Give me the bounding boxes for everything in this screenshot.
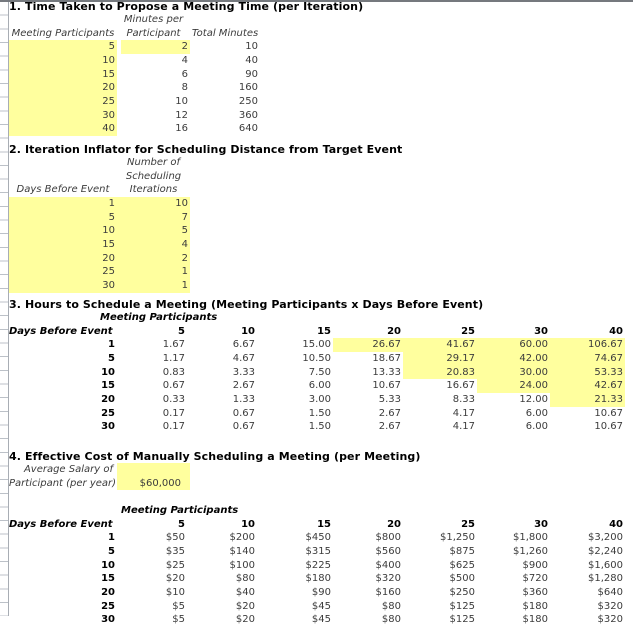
cell-cost: $320: [597, 600, 623, 612]
matrix-row-label: 15: [101, 573, 115, 585]
cell-cost: $400: [375, 559, 401, 571]
cell-cost: $20: [235, 600, 255, 612]
cell-days-before-event[interactable]: 1: [9, 197, 117, 211]
cell-hours: 10.67: [372, 380, 401, 392]
cell-minutes-per-participant: 12: [175, 109, 188, 121]
matrix-row-label: 30: [101, 614, 115, 626]
cell-minutes-per-participant[interactable]: 2: [117, 40, 190, 54]
cell-hours: 10.67: [594, 421, 623, 433]
matrix-row-label: 5: [108, 545, 115, 557]
cell-hours: 6.00: [525, 421, 548, 433]
cell-hours: 5.33: [378, 393, 401, 405]
cell-cost: $125: [449, 614, 475, 626]
section-time-per-iteration: [9, 1, 363, 136]
cell-cost: $500: [449, 573, 475, 585]
cell-cost: $560: [375, 545, 401, 557]
cell-cost: $90: [311, 586, 331, 598]
section3-title: 3. Hours to Schedule a Meeting (Meeting Participants x Days Before Event): [9, 298, 484, 311]
cell-participants[interactable]: 25: [9, 95, 117, 109]
matrix-col-header: 5: [178, 518, 185, 530]
matrix-row-label: 20: [101, 393, 115, 405]
salary-label-line1: Average Salary of: [23, 464, 113, 475]
cell-minutes-per-participant: 6: [181, 68, 188, 80]
matrix-col-header: 20: [387, 518, 401, 530]
matrix-row-label: 1: [108, 532, 115, 544]
section1-title: 1. Time Taken to Propose a Meeting Time (per Iteration): [9, 0, 364, 13]
cell-hours: 21.33: [550, 393, 625, 407]
cell-hours: 13.33: [372, 366, 401, 378]
cell-total-minutes: 360: [238, 109, 258, 121]
cell-minutes-per-participant: 16: [175, 123, 188, 135]
cell-days-before-event[interactable]: 20: [9, 252, 117, 266]
cell-hours: 42.67: [550, 379, 625, 393]
matrix-col-header: 10: [241, 325, 255, 337]
cell-minutes-per-participant: 10: [175, 95, 188, 107]
cell-hours: 0.17: [162, 407, 185, 419]
cell-hours: 29.17: [403, 352, 477, 366]
cell-participants[interactable]: 10: [9, 54, 117, 68]
salary-input-block: [9, 463, 625, 504]
cell-total-minutes: 10: [245, 41, 258, 53]
cell-cost: $45: [311, 614, 331, 626]
matrix-row-label: 20: [101, 586, 115, 598]
cell-hours: 3.00: [308, 393, 331, 405]
matrix-row-label: 15: [101, 380, 115, 392]
cell-hours: 15.00: [302, 339, 331, 351]
cell-hours: 1.33: [232, 393, 255, 405]
cell-hours: 16.67: [446, 380, 475, 392]
cell-cost: $1,280: [588, 573, 623, 585]
cell-participants[interactable]: 20: [9, 81, 117, 95]
cell-scheduling-iterations[interactable]: 1: [117, 279, 190, 293]
cell-cost: $80: [381, 614, 401, 626]
cell-participants[interactable]: 40: [9, 122, 117, 136]
cell-minutes-per-participant: 8: [181, 82, 188, 94]
table-iteration-inflator: [9, 156, 402, 293]
cell-hours: 2.67: [378, 421, 401, 433]
cell-hours: 6.00: [308, 380, 331, 392]
cell-cost: $80: [235, 573, 255, 585]
cell-hours: 26.67: [333, 338, 403, 352]
cell-scheduling-iterations[interactable]: 1: [117, 265, 190, 279]
cell-cost: $100: [229, 559, 255, 571]
cell-cost: $200: [229, 532, 255, 544]
cell-hours: 6.00: [525, 407, 548, 419]
cell-hours: 1.50: [308, 407, 331, 419]
cell-cost: $900: [522, 559, 548, 571]
cell-hours: 6.67: [232, 339, 255, 351]
matrix-col-header: 15: [317, 518, 331, 530]
cell-hours: 10.50: [302, 352, 331, 364]
cell-scheduling-iterations[interactable]: 5: [117, 224, 190, 238]
section-iteration-inflator: [9, 144, 402, 293]
cell-cost: $625: [449, 559, 475, 571]
header-days-before-event: Days Before Event: [16, 184, 110, 196]
cell-hours: 0.67: [232, 407, 255, 419]
cell-days-before-event[interactable]: 10: [9, 224, 117, 238]
salary-label-line2: Participant (per year): [9, 477, 117, 489]
cell-hours: 12.00: [519, 393, 548, 405]
cell-hours: 24.00: [477, 379, 550, 393]
table-time-per-iteration: [9, 13, 363, 136]
cell-cost: $2,240: [588, 545, 623, 557]
matrix-row-label: 25: [101, 600, 115, 612]
header-iterations-line2: Scheduling: [125, 170, 182, 182]
cell-total-minutes: 90: [245, 68, 258, 80]
cell-cost: $80: [381, 600, 401, 612]
cell-hours: 20.83: [403, 366, 477, 380]
cell-days-before-event[interactable]: 5: [9, 211, 117, 225]
table-hours-to-schedule: [9, 325, 625, 434]
cell-cost: $125: [449, 600, 475, 612]
cell-cost: $50: [165, 532, 185, 544]
matrix-col-header: 40: [609, 325, 623, 337]
matrix-row-label: 30: [101, 421, 115, 433]
matrix-col-header: 5: [178, 325, 185, 337]
header-iterations-line3: Iterations: [129, 184, 178, 196]
cell-hours: 2.67: [378, 407, 401, 419]
group-header-meeting-participants: Meeting Participants: [121, 504, 239, 516]
header-iterations-line1: Number of: [127, 157, 180, 168]
cell-cost: $180: [522, 600, 548, 612]
cell-hours: 1.17: [162, 352, 185, 364]
matrix-row-label: 10: [101, 366, 115, 378]
matrix-col-header: 30: [534, 325, 548, 337]
cell-hours: 106.67: [550, 338, 625, 352]
cell-cost: $160: [375, 586, 401, 598]
cell-cost: $225: [305, 559, 331, 571]
cell-scheduling-iterations[interactable]: 7: [117, 211, 190, 225]
cell-hours: 10.67: [594, 407, 623, 419]
cell-cost: $10: [165, 586, 185, 598]
matrix-col-header: 15: [317, 325, 331, 337]
cell-hours: 18.67: [372, 352, 401, 364]
cell-cost: $1,600: [588, 559, 623, 571]
cell-cost: $45: [311, 600, 331, 612]
cell-cost: $450: [305, 532, 331, 544]
table-effective-cost: [9, 518, 625, 627]
matrix-row-label: 25: [101, 407, 115, 419]
cell-hours: 53.33: [550, 366, 625, 380]
header-minutes-per-line1: Minutes per: [123, 14, 184, 25]
cell-total-minutes: 250: [238, 95, 258, 107]
cell-hours: 1.50: [308, 421, 331, 433]
cell-cost: $360: [522, 586, 548, 598]
cell-cost: $180: [305, 573, 331, 585]
cell-cost: $875: [449, 545, 475, 557]
matrix-row-label: 10: [101, 559, 115, 571]
cell-hours: 0.67: [232, 421, 255, 433]
group-header-meeting-participants: Meeting Participants: [100, 312, 218, 323]
cell-hours: 41.67: [403, 338, 477, 352]
cell-hours: 60.00: [477, 338, 550, 352]
matrix-col-header: 20: [387, 325, 401, 337]
cell-cost: $5: [172, 614, 185, 626]
cell-scheduling-iterations[interactable]: 10: [117, 197, 190, 211]
cell-cost: $320: [375, 573, 401, 585]
cell-hours: 0.67: [162, 380, 185, 392]
cell-total-minutes: 160: [238, 82, 258, 94]
cell-scheduling-iterations[interactable]: 4: [117, 238, 190, 252]
cell-participants[interactable]: 5: [9, 40, 117, 54]
cell-cost: $315: [305, 545, 331, 557]
cell-participants[interactable]: 30: [9, 109, 117, 123]
cell-cost: $250: [449, 586, 475, 598]
cell-cost: $180: [522, 614, 548, 626]
cell-participants[interactable]: 15: [9, 68, 117, 82]
cell-hours: 0.83: [162, 366, 185, 378]
matrix-col-header: 30: [534, 518, 548, 530]
cell-scheduling-iterations[interactable]: 2: [117, 252, 190, 266]
cell-total-minutes: 640: [238, 123, 258, 135]
cell-cost: $40: [235, 586, 255, 598]
cell-hours: 30.00: [477, 366, 550, 380]
cell-hours: 4.17: [452, 421, 475, 433]
cell-hours: 0.17: [162, 421, 185, 433]
cell-days-before-event[interactable]: 25: [9, 265, 117, 279]
cell-cost: $5: [172, 600, 185, 612]
matrix-col-header: 40: [609, 518, 623, 530]
matrix-col-header: 25: [461, 518, 475, 530]
cell-hours: 4.17: [452, 407, 475, 419]
cell-hours: 74.67: [550, 352, 625, 366]
cell-hours: 8.33: [452, 393, 475, 405]
cell-cost: $3,200: [588, 532, 623, 544]
matrix-row-header: Days Before Event: [9, 518, 113, 530]
section-effective-cost: [9, 451, 625, 627]
matrix-row-header: Days Before Event: [9, 325, 113, 337]
cell-hours: 1.67: [162, 339, 185, 351]
cell-hours: 4.67: [232, 352, 255, 364]
cell-cost: $800: [375, 532, 401, 544]
header-minutes-per-line2: Participant: [126, 27, 181, 39]
cell-hours: 0.33: [162, 393, 185, 405]
cell-cost: $720: [522, 573, 548, 585]
cell-hours: 7.50: [308, 366, 331, 378]
cell-cost: $20: [235, 614, 255, 626]
cell-cost: $1,800: [513, 532, 548, 544]
cell-cost: $140: [229, 545, 255, 557]
cell-hours: 3.33: [232, 366, 255, 378]
cell-days-before-event[interactable]: 15: [9, 238, 117, 252]
matrix-row-label: 5: [108, 352, 115, 364]
cell-total-minutes: 40: [245, 54, 258, 66]
section4-title: 4. Effective Cost of Manually Scheduling a Meeting (per Meeting): [9, 450, 421, 463]
matrix-col-header: 10: [241, 518, 255, 530]
matrix-col-header: 25: [461, 325, 475, 337]
cell-cost: $35: [165, 545, 185, 557]
cell-cost: $25: [165, 559, 185, 571]
row-gridline-rail: [0, 2, 9, 616]
cell-cost: $1,250: [440, 532, 475, 544]
header-meeting-participants: Meeting Participants: [11, 27, 115, 39]
section2-title: 2. Iteration Inflator for Scheduling Distance from Target Event: [9, 143, 403, 156]
cell-minutes-per-participant: 4: [181, 54, 188, 66]
section-hours-to-schedule: [9, 299, 625, 434]
cell-cost: $1,260: [513, 545, 548, 557]
cell-cost: $320: [597, 614, 623, 626]
cell-hours: 2.67: [232, 380, 255, 392]
matrix-row-label: 1: [108, 339, 115, 351]
cell-cost: $640: [597, 586, 623, 598]
cell-hours: 42.00: [477, 352, 550, 366]
salary-input-cell[interactable]: $60,000: [117, 463, 190, 490]
header-total-minutes: Total Minutes: [191, 27, 259, 39]
cell-days-before-event[interactable]: 30: [9, 279, 117, 293]
cell-cost: $20: [165, 573, 185, 585]
